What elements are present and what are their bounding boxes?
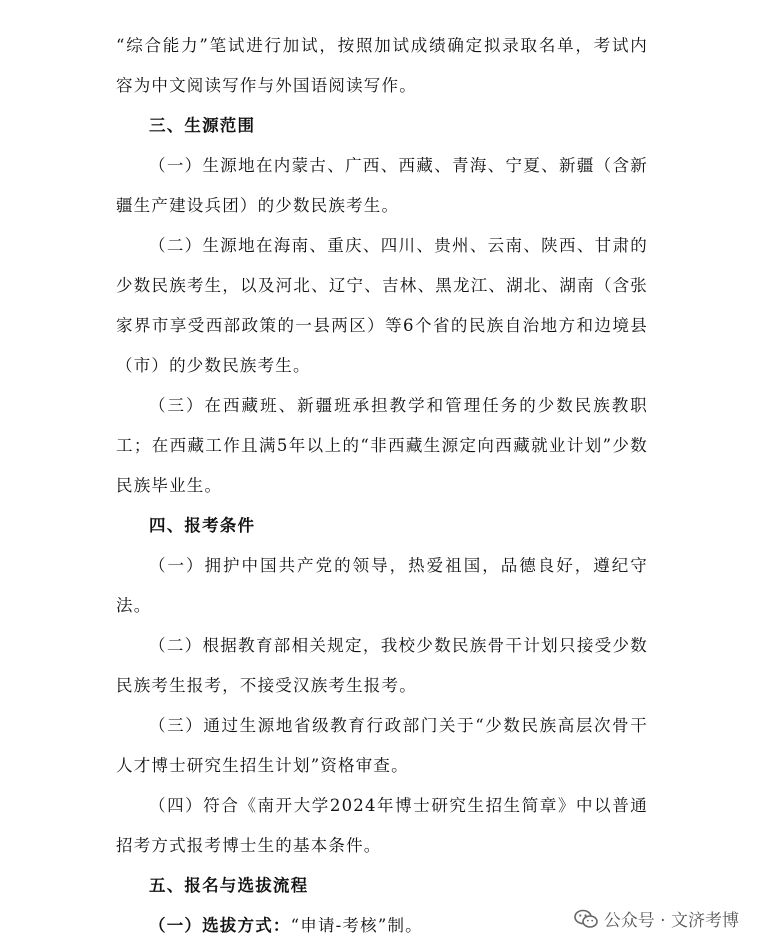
paragraph-eligibility-1: （一）拥护中国共产党的领导，热爱祖国，品德良好，遵纪守法。 [116,556,648,615]
paragraph-eligibility-2: （二）根据教育部相关规定，我校少数民族骨干计划只接受少数民族考生报考，不接受汉族考生报考。 [116,636,648,695]
section-heading-source-scope: 三、生源范围 [149,116,256,135]
wechat-icon [574,909,598,929]
selection-method-text: “申请-考核”制。 [290,916,423,935]
watermark-text: 公众号 · 文济考博 [603,911,739,931]
paragraph-exam-content: “综合能力”笔试进行加试，按照加试成绩确定拟录取名单，考试内容为中文阅读写作与外国语阅读写作。 [116,36,648,95]
paragraph-selection-method [116,906,648,946]
paragraph-source-scope-2: （二）生源地在海南、重庆、四川、贵州、云南、陕西、甘肃的少数民族考生，以及河北、辽宁、吉林、黑龙江、湖北、湖南（含张家界市享受西部政策的一县两区）等6个省的民族自治地方和边境县（市）的少数民族考生。 [116,236,648,375]
section-heading-application-process: 五、报名与选拔流程 [149,876,309,895]
paragraph-source-scope-3: （三）在西藏班、新疆班承担教学和管理任务的少数民族教职工；在西藏工作且满5年以上的“非西藏生源定向西藏就业计划”少数民族毕业生。 [116,396,648,495]
section-heading-eligibility: 四、报考条件 [149,516,256,535]
document-body [116,26,648,946]
wechat-watermark [574,906,739,931]
paragraph-eligibility-4: （四）符合《南开大学2024年博士研究生招生简章》中以普通招考方式报考博士生的基本条件。 [116,796,648,855]
paragraph-source-scope-1: （一）生源地在内蒙古、广西、西藏、青海、宁夏、新疆（含新疆生产建设兵团）的少数民族考生。 [116,156,648,215]
paragraph-eligibility-3: （三）通过生源地省级教育行政部门关于“少数民族高层次骨干人才博士研究生招生计划”资格审查。 [116,716,648,775]
selection-method-label: （一）选拔方式： [149,916,291,935]
